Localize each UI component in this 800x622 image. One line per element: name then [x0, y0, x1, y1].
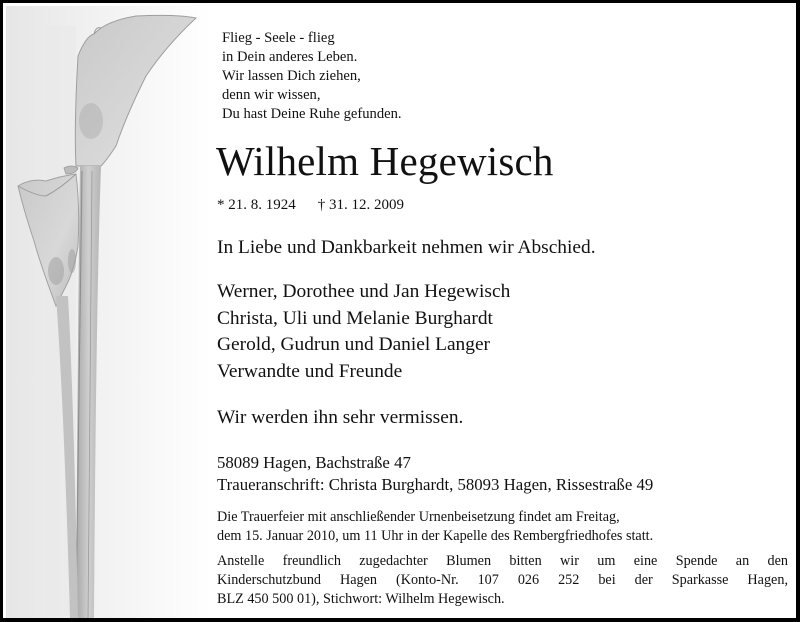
home-address: 58089 Hagen, Bachstraße 47 [217, 453, 411, 472]
ceremony-line: Die Trauerfeier mit anschließender Urnenbeisetzung findet am Freitag, [217, 509, 620, 525]
mourner-line: Christa, Uli und Melanie Burghardt [217, 307, 493, 329]
mourners-list [217, 279, 510, 385]
poem-line: denn wir wissen, [222, 87, 321, 103]
poem-line: Du hast Deine Ruhe gefunden. [222, 106, 402, 122]
donation-request [217, 552, 788, 609]
ceremony-line: dem 15. Januar 2010, um 11 Uhr in der Kapelle des Rembergfriedhofes statt. [217, 527, 654, 544]
life-dates [217, 196, 404, 214]
donation-line: Kinderschutzbund Hagen (Konto-Nr. 107 026 252 bei der Sparkasse Hagen, [217, 572, 788, 588]
mourner-line: Verwandte und Freunde [217, 360, 403, 382]
calla-lily-image [6, 6, 211, 621]
donation-line: BLZ 450 500 01), Stichwort: Wilhelm Hegewisch. [217, 591, 505, 607]
poem-line: in Dein anderes Leben. [222, 49, 358, 65]
deceased-name: Wilhelm Hegewisch [216, 138, 554, 184]
donation-line: Anstelle freundlich zugedachter Blumen bitten wir um eine Spende an den [217, 553, 788, 569]
mourner-line: Werner, Dorothee und Jan Hegewisch [217, 281, 511, 302]
poem-line: Wir lassen Dich ziehen, [222, 68, 361, 84]
mourner-line: Gerold, Gudrun und Daniel Langer [217, 334, 491, 355]
closing-text: Wir werden ihn sehr vermissen. [217, 407, 464, 428]
address-block [217, 452, 653, 495]
birth-date: * 21. 8. 1924 [217, 197, 296, 213]
death-date: † 31. 12. 2009 [317, 197, 404, 213]
mourning-address: Traueranschrift: Christa Burghardt, 58093 Hagen, Rissestraße 49 [217, 474, 654, 494]
poem [222, 29, 402, 124]
farewell-text: In Liebe und Dankbarkeit nehmen wir Abschied. [217, 237, 596, 258]
poem-line: Flieg - Seele - flieg [222, 30, 335, 46]
ceremony-info [217, 508, 653, 545]
